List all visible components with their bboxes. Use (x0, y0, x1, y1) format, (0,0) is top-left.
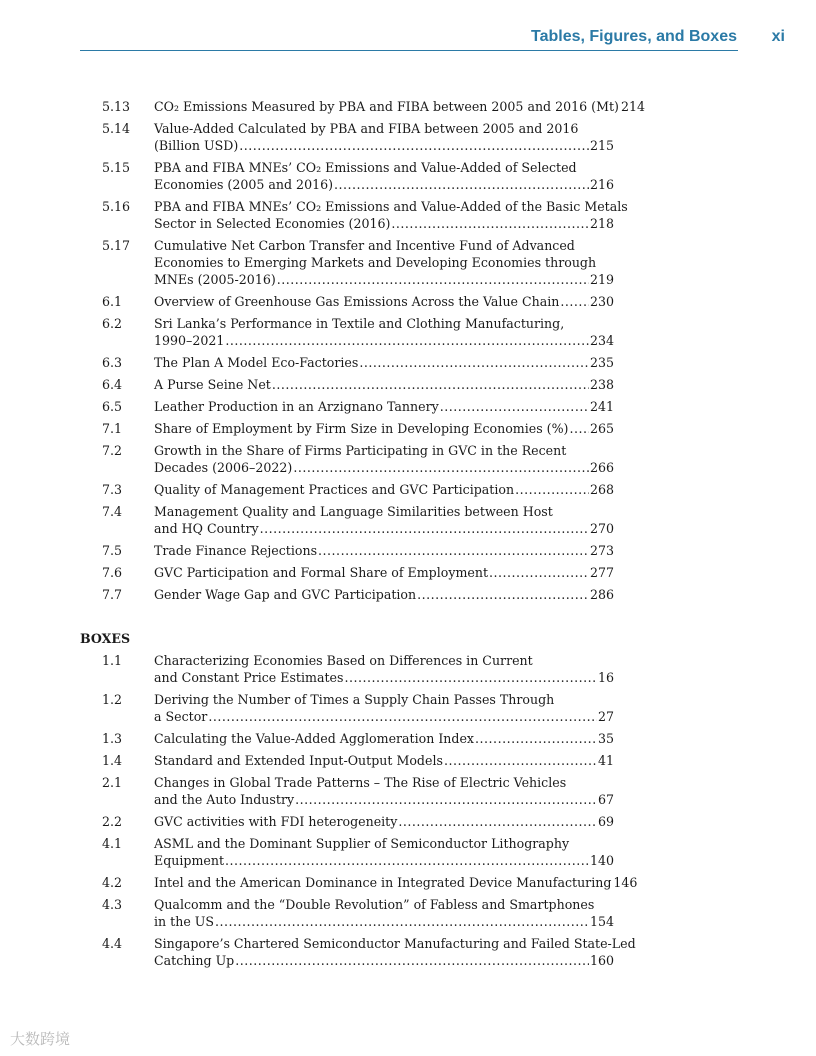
toc-entry[interactable] (80, 752, 614, 769)
entry-title-line: and Constant Price Estimates (154, 670, 344, 685)
dot-leader (225, 852, 589, 869)
dot-leader (569, 420, 588, 437)
dot-leader (444, 752, 597, 769)
toc-entry[interactable] (80, 354, 614, 371)
entry-number: 7.2 (102, 443, 123, 458)
toc-entry[interactable] (80, 481, 614, 498)
entry-number: 5.14 (102, 121, 131, 136)
boxes-list (80, 652, 638, 969)
toc-entry[interactable] (80, 564, 614, 581)
entry-title-line: Trade Finance Rejections (154, 543, 318, 558)
entry-page-number: 27 (597, 709, 614, 724)
entry-title-line: Leather Production in an Arzignano Tannery (154, 399, 439, 414)
entry-title-line: and HQ Country (154, 521, 259, 536)
entry-page-number: 234 (589, 333, 614, 348)
header-title: Tables, Figures, and Boxes (531, 28, 737, 45)
entry-number: 1.4 (102, 753, 123, 768)
entry-page-number: 154 (589, 914, 614, 929)
dot-leader (440, 398, 589, 415)
entry-number: 6.1 (102, 294, 123, 309)
toc-entry[interactable] (80, 398, 614, 415)
toc-entry[interactable] (80, 503, 614, 537)
toc-entry[interactable] (80, 315, 614, 349)
entry-title-line: Value-Added Calculated by PBA and FIBA between 2005 and 2016 (154, 121, 579, 136)
entry-title-line: Calculating the Value-Added Agglomeration Index (154, 731, 475, 746)
entry-page-number: 273 (589, 543, 614, 558)
toc-entry[interactable] (80, 237, 614, 288)
entry-page-number: 69 (597, 814, 614, 829)
entry-title-line: Characterizing Economies Based on Differences in Current (154, 653, 533, 668)
entry-title-line: Growth in the Share of Firms Participating in GVC in the Recent (154, 443, 567, 458)
entry-title-line: Standard and Extended Input-Output Models (154, 753, 443, 768)
entry-number: 4.1 (102, 836, 123, 851)
entry-page-number: 235 (589, 355, 614, 370)
toc-entry[interactable] (80, 159, 614, 193)
dot-leader (417, 586, 589, 603)
dot-leader (391, 215, 589, 232)
entry-title-line: Overview of Greenhouse Gas Emissions Across the Value Chain (154, 294, 560, 309)
toc-entry[interactable] (80, 691, 614, 725)
boxes-heading: BOXES (80, 631, 131, 646)
entry-title-line: Changes in Global Trade Patterns – The Rise of Electric Vehicles (154, 775, 567, 790)
entry-number: 6.5 (102, 399, 123, 414)
entry-page-number: 140 (589, 853, 614, 868)
toc-entry[interactable] (80, 376, 614, 393)
dot-leader (515, 481, 589, 498)
entry-title-line: GVC activities with FDI heterogeneity (154, 814, 398, 829)
toc-entry[interactable] (80, 774, 614, 808)
dot-leader (560, 293, 589, 310)
entry-title-line: A Purse Seine Net (154, 377, 271, 392)
entry-number: 7.6 (102, 565, 123, 580)
entry-number: 7.5 (102, 543, 123, 558)
entry-page-number: 270 (589, 521, 614, 536)
entry-title-line: Management Quality and Language Similarities between Host (154, 504, 553, 519)
entry-page-number: 41 (597, 753, 614, 768)
entry-number: 7.1 (102, 421, 123, 436)
entry-number: 4.3 (102, 897, 123, 912)
dot-leader (208, 708, 597, 725)
dot-leader (334, 176, 589, 193)
dot-leader (318, 542, 589, 559)
entry-number: 2.1 (102, 775, 123, 790)
entry-page-number: 35 (597, 731, 614, 746)
dot-leader (359, 354, 589, 371)
entry-title-line: Quality of Management Practices and GVC Participation (154, 482, 515, 497)
toc-entry[interactable] (80, 874, 638, 891)
entry-page-number: 238 (589, 377, 614, 392)
toc-entry[interactable] (80, 442, 614, 476)
watermark: 大数跨境 (10, 1030, 71, 1048)
dot-leader (489, 564, 589, 581)
entry-page-number: 241 (589, 399, 614, 414)
entry-page-number: 286 (589, 587, 614, 602)
dot-leader (235, 952, 589, 969)
entry-number: 6.2 (102, 316, 123, 331)
entry-number: 6.3 (102, 355, 123, 370)
entry-number: 6.4 (102, 377, 123, 392)
entry-title-line: MNEs (2005-2016) (154, 272, 276, 287)
toc-entry[interactable] (80, 198, 628, 232)
dot-leader (293, 459, 589, 476)
entry-page-number: 219 (589, 272, 614, 287)
entry-page-number: 146 (613, 875, 638, 890)
entry-number: 1.2 (102, 692, 123, 707)
entry-title-line: Qualcomm and the “Double Revolution” of Fabless and Smartphones (154, 897, 595, 912)
entry-number: 7.3 (102, 482, 123, 497)
figures-list (80, 98, 646, 603)
entry-title-line: (Billion USD) (154, 138, 239, 153)
entry-page-number: 277 (589, 565, 614, 580)
entry-number: 5.17 (102, 238, 131, 253)
entry-title-line: Sri Lanka’s Performance in Textile and Clothing Manufacturing, (154, 316, 565, 331)
entry-title-line: Cumulative Net Carbon Transfer and Incentive Fund of Advanced (154, 238, 575, 253)
entry-title-line: GVC Participation and Formal Share of Employment (154, 565, 489, 580)
toc-entry[interactable] (80, 293, 614, 310)
entry-page-number: 218 (589, 216, 614, 231)
entry-number: 4.4 (102, 936, 123, 951)
dot-leader (277, 271, 589, 288)
dot-leader (295, 791, 597, 808)
toc-entry[interactable] (80, 813, 614, 830)
entry-number: 5.16 (102, 199, 131, 214)
entry-title-line: 1990–2021 (154, 333, 225, 348)
dot-leader (260, 520, 589, 537)
entry-title-line: Decades (2006–2022) (154, 460, 293, 475)
entry-title-line: ASML and the Dominant Supplier of Semiconductor Lithography (154, 836, 570, 851)
entry-title-line: Deriving the Number of Times a Supply Chain Passes Through (154, 692, 555, 707)
dot-leader (239, 137, 589, 154)
entry-number: 2.2 (102, 814, 123, 829)
entry-title-line: a Sector (154, 709, 208, 724)
toc-entry[interactable] (80, 730, 614, 747)
entry-title-line: Singapore’s Chartered Semiconductor Manufacturing and Failed State-Led (154, 936, 636, 951)
toc-list (80, 98, 646, 974)
entry-page-number: 67 (597, 792, 614, 807)
dot-leader (475, 730, 597, 747)
dot-leader (344, 669, 597, 686)
entry-title-line: Catching Up (154, 953, 235, 968)
entry-page-number: 215 (589, 138, 614, 153)
toc-entry[interactable] (80, 835, 614, 869)
running-header (80, 26, 785, 52)
entry-number: 7.4 (102, 504, 123, 519)
entry-number: 1.3 (102, 731, 123, 746)
entry-title-line: The Plan A Model Eco-Factories (154, 355, 359, 370)
entry-title-line: Economies to Emerging Markets and Developing Economies through (154, 255, 597, 270)
toc-entry[interactable] (80, 542, 614, 559)
entry-page-number: 265 (589, 421, 614, 436)
entry-title-line: Share of Employment by Firm Size in Developing Economies (%) (154, 421, 569, 436)
entry-page-number: 214 (620, 99, 646, 114)
entry-title-line: in the US (154, 914, 215, 929)
entry-page-number: 230 (589, 294, 614, 309)
entry-title-line: PBA and FIBA MNEs’ CO₂ Emissions and Value-Added of the Basic Metals (154, 199, 628, 214)
toc-entry[interactable] (80, 896, 614, 930)
entry-number: 5.13 (102, 99, 131, 114)
entry-title-line: CO₂ Emissions Measured by PBA and FIBA between 2005 and 2016 (Mt) (154, 99, 619, 114)
entry-number: 4.2 (102, 875, 123, 890)
dot-leader (225, 332, 589, 349)
entry-number: 5.15 (102, 160, 131, 175)
entry-page-number: 266 (589, 460, 614, 475)
entry-number: 7.7 (102, 587, 123, 602)
dot-leader (215, 913, 589, 930)
entry-title-line: Economies (2005 and 2016) (154, 177, 334, 192)
entry-title-line: Intel and the American Dominance in Integrated Device Manufacturing (154, 875, 612, 890)
toc-entry[interactable] (80, 586, 614, 603)
dot-leader (272, 376, 589, 393)
entry-title-line: Gender Wage Gap and GVC Participation (154, 587, 417, 602)
toc-entry[interactable] (80, 98, 646, 115)
entry-page-number: 160 (589, 953, 614, 968)
entry-page-number: 16 (597, 670, 614, 685)
entry-title-line: and the Auto Industry (154, 792, 295, 807)
toc-entry[interactable] (80, 652, 614, 686)
toc-entry[interactable] (80, 935, 636, 969)
entry-number: 1.1 (102, 653, 123, 668)
entry-title-line: PBA and FIBA MNEs’ CO₂ Emissions and Value-Added of Selected (154, 160, 577, 175)
toc-entry[interactable] (80, 120, 614, 154)
toc-entry[interactable] (80, 420, 614, 437)
dot-leader (398, 813, 597, 830)
entry-title-line: Sector in Selected Economies (2016) (154, 216, 391, 231)
header-page-number: xi (771, 28, 785, 45)
entry-page-number: 268 (589, 482, 614, 497)
header-rule (80, 50, 738, 51)
entry-page-number: 216 (589, 177, 614, 192)
entry-title-line: Equipment (154, 853, 225, 868)
